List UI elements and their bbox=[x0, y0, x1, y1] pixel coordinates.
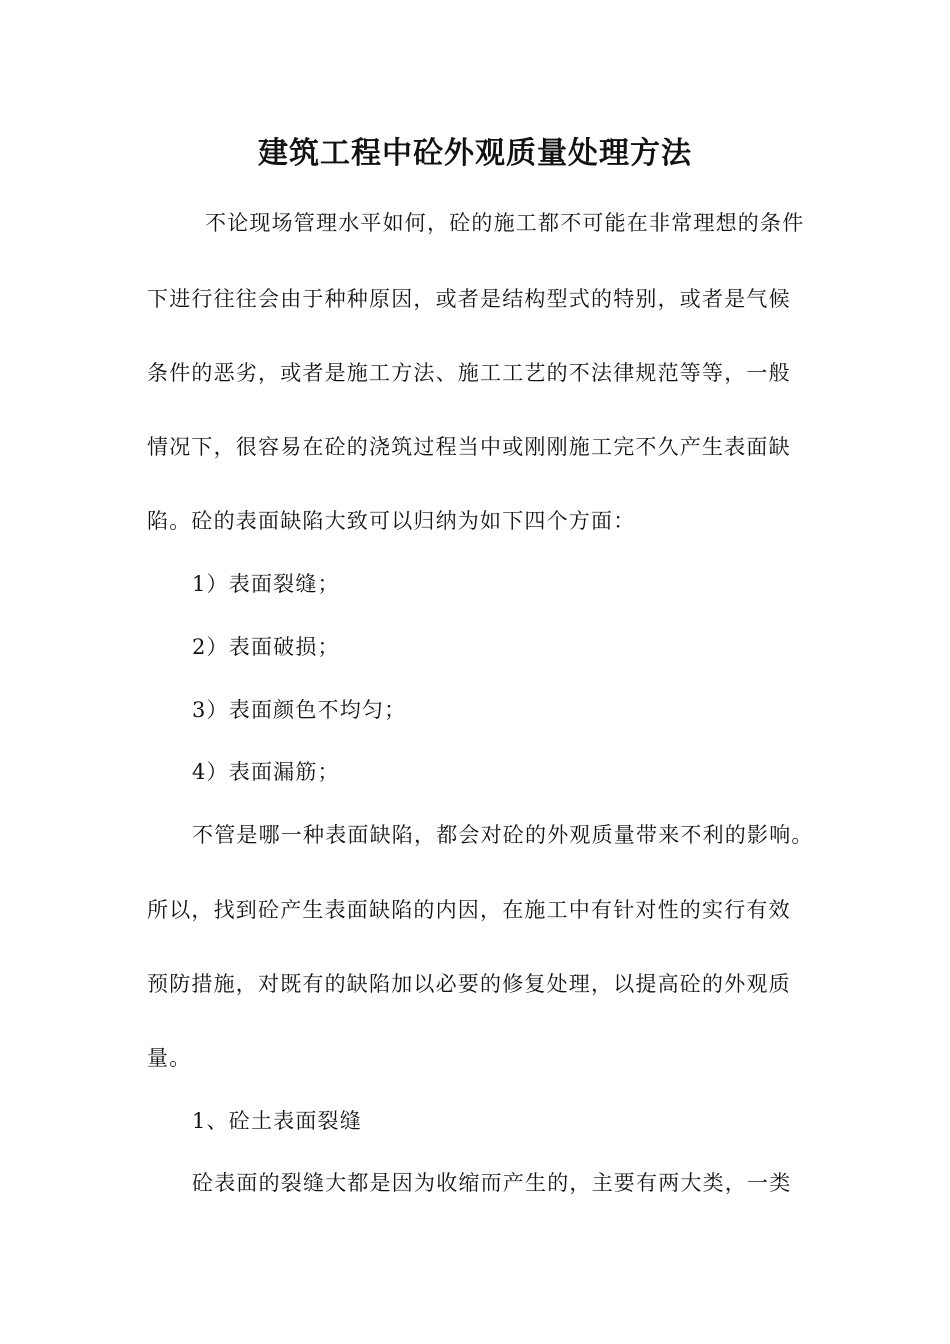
list-item: 4）表面漏筋； bbox=[192, 760, 340, 784]
paragraph-line: 条件的恶劣，或者是施工方法、施工工艺的不法律规范等等，一般 bbox=[147, 361, 791, 385]
list-item: 3）表面颜色不均匀； bbox=[192, 698, 407, 722]
paragraph-line: 陷。砼的表面缺陷大致可以归纳为如下四个方面： bbox=[147, 509, 636, 533]
paragraph-line: 下进行往往会由于种种原因，或者是结构型式的特别，或者是气候 bbox=[147, 287, 791, 311]
section-heading: 1、砼土表面裂缝 bbox=[192, 1109, 362, 1133]
document-title: 建筑工程中砼外观质量处理方法 bbox=[258, 136, 692, 171]
list-item: 2）表面破损； bbox=[192, 635, 340, 659]
paragraph-line: 所以，找到砼产生表面缺陷的内因，在施工中有针对性的实行有效 bbox=[147, 898, 791, 922]
paragraph-line: 量。 bbox=[147, 1046, 192, 1070]
paragraph-line: 砼表面的裂缝大都是因为收缩而产生的，主要有两大类，一类 bbox=[192, 1171, 792, 1195]
paragraph-line: 不论现场管理水平如何，砼的施工都不可能在非常理想的条件 bbox=[205, 211, 805, 235]
list-item: 1）表面裂缝； bbox=[192, 572, 340, 596]
paragraph-line: 情况下，很容易在砼的浇筑过程当中或刚刚施工完不久产生表面缺 bbox=[147, 435, 791, 459]
paragraph-line: 预防措施，对既有的缺陷加以必要的修复处理，以提高砼的外观质 bbox=[147, 972, 791, 996]
paragraph-line: 不管是哪一种表面缺陷，都会对砼的外观质量带来不利的影响。 bbox=[192, 823, 814, 847]
